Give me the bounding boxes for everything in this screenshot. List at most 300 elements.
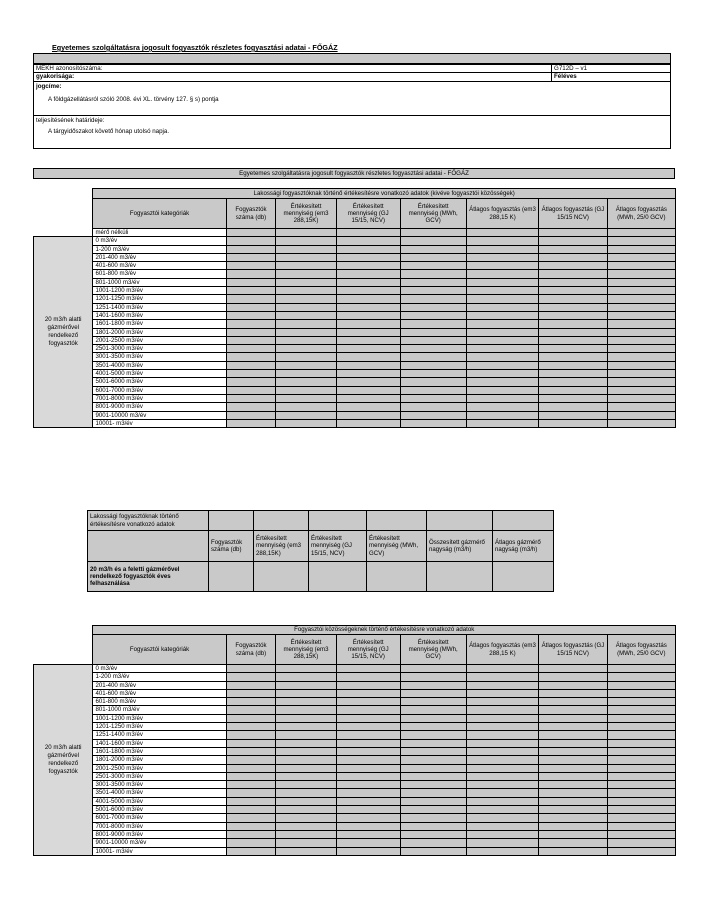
table-cell [607,237,675,245]
table-cell [276,706,337,714]
table-cell [400,311,466,319]
table-row [34,411,676,419]
info-line-2 [33,81,671,82]
table-cell [336,237,400,245]
table-cell [226,245,276,253]
table-cell [400,781,466,789]
table-cell [466,328,539,336]
row-category-label: 2501-3000 m3/év [93,345,226,353]
table-cell [226,328,276,336]
table-cell [309,562,367,592]
table2-header: Értékesített mennyiség (em3 288,15K) [254,531,309,562]
hatarido-value: A tárgyidőszakot követő hónap utolsó napja. [48,128,170,135]
table-row [34,295,676,303]
row-category-label: 8001-9000 m3/év [93,403,226,411]
table-cell [276,311,337,319]
table-cell [336,320,400,328]
table-cell [336,772,400,780]
table-cell [209,511,254,531]
table-cell [226,229,276,237]
table-cell [539,229,607,237]
table-cell [276,830,337,838]
table1-header: Értékesített mennyiség (em3 288,15K) [276,199,337,229]
row-category-label: 801-1000 m3/év [93,278,226,286]
table-cell [539,394,607,402]
table-cell [466,378,539,386]
table-cell [466,789,539,797]
table3-header: Értékesített mennyiség (GJ 15/15, NCV) [336,635,400,665]
info-top-bar [33,53,671,64]
row-category-label: 8001-9000 m3/év [93,830,226,838]
table-cell [607,386,675,394]
table-cell [400,361,466,369]
table-row [34,303,676,311]
table-row [34,839,676,847]
table-cell [539,419,607,427]
table-cell [226,814,276,822]
table-cell [226,698,276,706]
blank-corner [34,635,93,665]
table-cell [539,764,607,772]
table-cell [539,311,607,319]
row-category-label: 1401-1600 m3/év [93,311,226,319]
table-cell [276,345,337,353]
table-cell [539,378,607,386]
table-cell [276,336,337,344]
table-cell [539,370,607,378]
table-cell [400,839,466,847]
table-cell [336,806,400,814]
table-cell [276,764,337,772]
table-cell [336,345,400,353]
mekh-value: G712D – v1 [554,65,588,72]
table-cell [539,386,607,394]
row-category-label: 1601-1800 m3/év [93,747,226,755]
table-cell [276,747,337,755]
table-cell [607,714,675,722]
table-cell [607,336,675,344]
table-row [34,370,676,378]
table-cell [336,287,400,295]
table-cell [607,303,675,311]
row-category-label: 1-200 m3/év [93,673,226,681]
table-cell [466,665,539,673]
table-row [34,822,676,830]
table-cell [539,706,607,714]
table-row [34,336,676,344]
table-cell [607,370,675,378]
row-category-label: 0 m3/év [93,665,226,673]
table-cell [226,764,276,772]
table2-header: Értékesített mennyiség (MWh, GCV) [367,531,427,562]
table-cell [400,353,466,361]
table-cell [400,723,466,731]
row-category-label: 601-800 m3/év [93,698,226,706]
table-cell [226,303,276,311]
table-cell [539,689,607,697]
table2-header: Értékesített mennyiség (GJ 15/15, NCV) [309,531,367,562]
table-cell [276,237,337,245]
table-cell [466,353,539,361]
table-cell [466,303,539,311]
table-cell [226,822,276,830]
table-cell [466,673,539,681]
table-cell [276,295,337,303]
table-cell [226,370,276,378]
table-cell [400,345,466,353]
table-cell [466,839,539,847]
table-cell [539,336,607,344]
table-cell [466,386,539,394]
table-cell [336,681,400,689]
table-cell [607,253,675,261]
table-row [34,772,676,780]
table-cell [466,698,539,706]
table2-header: Összesített gázmérő nagyság (m3/h) [427,531,493,562]
table-cell [336,739,400,747]
table-cell [226,287,276,295]
table-cell [539,714,607,722]
table-cell [607,320,675,328]
table-cell [539,328,607,336]
table-cell [276,847,337,855]
table-cell [607,689,675,697]
table-cell [336,411,400,419]
table-cell [400,681,466,689]
table-cell [466,270,539,278]
row-category-label: 1251-1400 m3/év [93,303,226,311]
table-cell [336,789,400,797]
table-cell [276,781,337,789]
table-row [34,714,676,722]
table-cell [226,295,276,303]
table-cell [539,665,607,673]
table-cell [466,295,539,303]
table-cell [607,328,675,336]
row-category-label: 201-400 m3/év [93,253,226,261]
table-cell [336,797,400,805]
table-row [34,419,676,427]
table-cell [607,772,675,780]
table3-header: Átlagos fogyasztás (GJ 15/15 NCV) [539,635,607,665]
table-cell [367,511,427,531]
table-row [34,731,676,739]
table-cell [539,278,607,286]
row-category-label: 3501-4000 m3/év [93,789,226,797]
row-category-label: 2001-2500 m3/év [93,336,226,344]
table-cell [276,303,337,311]
table-cell [226,262,276,270]
table-cell [466,706,539,714]
table-cell [226,386,276,394]
table-cell [367,562,427,592]
category-side-label: 20 m3/h alatti gázmérővel rendelkező fogyasztók [34,237,93,428]
table-cell [539,262,607,270]
table-cell [276,394,337,402]
row-category-label: 1001-1200 m3/év [93,714,226,722]
table-cell [427,562,493,592]
blank-corner [34,199,93,229]
table3-header: Fogyasztói kategóriák [93,635,226,665]
table-cell [539,237,607,245]
table-cell [400,756,466,764]
table-cell [226,378,276,386]
table-cell [276,328,337,336]
table-cell [276,411,337,419]
table-cell [336,723,400,731]
table-row [34,781,676,789]
row-category-label: 401-600 m3/év [93,689,226,697]
table-cell [254,562,309,592]
table-row [34,681,676,689]
table-cell [226,723,276,731]
table-cell [226,830,276,838]
table-cell [400,403,466,411]
table-cell [336,370,400,378]
table-row [34,739,676,747]
table-cell [400,689,466,697]
table-row [34,287,676,295]
table-cell [400,797,466,805]
table3-header: Értékesített mennyiség (em3 288,15K) [276,635,337,665]
row-category-label: 6001-7000 m3/év [93,386,226,394]
row-category-label: 1201-1250 m3/év [93,295,226,303]
table-cell [400,411,466,419]
table-cell [539,411,607,419]
table-cell [466,403,539,411]
table-cell [466,411,539,419]
table-cell [607,706,675,714]
table-cell [88,531,209,562]
table1-no-meter-label: mérő nélküli [93,229,226,237]
table-row [34,353,676,361]
row-category-label: 601-800 m3/év [93,270,226,278]
table-cell [276,797,337,805]
table-cell [336,262,400,270]
table-cell [539,361,607,369]
table3-header: Értékesített mennyiség (MWh, GCV) [400,635,466,665]
table-cell [539,253,607,261]
table-cell [276,723,337,731]
table-cell [466,320,539,328]
row-category-label: 6001-7000 m3/év [93,814,226,822]
table2-row-label: 20 m3/h és a feletti gázmérővel rendelkező fogyasztók éves felhasználása [88,562,209,592]
table-cell [336,714,400,722]
table-cell [539,814,607,822]
table1-header: Értékesített mennyiség (MWh, GCV) [400,199,466,229]
table-cell [400,262,466,270]
table2-header: Fogyasztók száma (db) [209,531,254,562]
table-cell [466,797,539,805]
table-row [34,253,676,261]
table-cell [400,370,466,378]
table-cell [466,830,539,838]
table-cell [466,822,539,830]
table-row [34,328,676,336]
jogcim-label: jogcíme: [36,83,62,90]
table-cell [400,328,466,336]
table-row [34,706,676,714]
table-cell [607,756,675,764]
table-cell [466,361,539,369]
row-category-label: 10001- m3/év [93,847,226,855]
table-cell [539,345,607,353]
table-cell [607,353,675,361]
table-cell [607,681,675,689]
table-cell [607,797,675,805]
table-cell [607,839,675,847]
table-cell [276,378,337,386]
table-cell [276,419,337,427]
table-cell [226,403,276,411]
table-row [34,311,676,319]
table-cell [400,789,466,797]
table-cell [607,731,675,739]
table-cell [607,378,675,386]
table-cell [336,756,400,764]
table-cell [226,320,276,328]
table-cell [226,270,276,278]
table-cell [226,731,276,739]
table-cell [276,245,337,253]
document-title: Egyetemes szolgáltatásra jogosult fogyasztók részletes fogyasztási adatai - FŐGÁZ [52,43,338,52]
table-cell [276,270,337,278]
row-category-label: 10001- m3/év [93,419,226,427]
table-cell [466,245,539,253]
table-cell [226,673,276,681]
jogcim-value: A földgázellátásról szóló 2008. évi XL. törvény 127. § s) pontja [48,96,219,103]
table-cell [226,336,276,344]
blank-corner [34,229,93,237]
table-cell [466,847,539,855]
table-cell [607,822,675,830]
table-cell [336,839,400,847]
table-cell [400,830,466,838]
table-cell [336,386,400,394]
table-cell [400,747,466,755]
row-category-label: 4001-5000 m3/év [93,370,226,378]
table-cell [276,386,337,394]
table-cell [276,806,337,814]
row-category-label: 801-1000 m3/év [93,706,226,714]
table-cell [539,847,607,855]
gyakorisag-value: Féléves [554,73,577,80]
table-row [34,237,676,245]
table3-caption: Fogyasztói közösségeknek történő értékesítésre vonatkozó adatok [93,626,676,635]
table-cell [276,739,337,747]
table1-header: Átlagos fogyasztás (em3 288,15 K) [466,199,539,229]
info-line-3 [33,115,671,116]
row-category-label: 9001-10000 m3/év [93,411,226,419]
table-cell [276,839,337,847]
table-cell [539,287,607,295]
table-cell [226,772,276,780]
row-category-label: 1801-2000 m3/év [93,756,226,764]
table-cell [607,419,675,427]
table-cell [336,731,400,739]
table1-header: Átlagos fogyasztás (MWh, 25/0 GCV) [607,199,675,229]
table1-header: Fogyasztói kategóriák [93,199,226,229]
table-row [34,386,676,394]
table-cell [539,839,607,847]
table-cell [400,229,466,237]
table-cell [539,756,607,764]
table-row [34,345,676,353]
table-cell [336,253,400,261]
table1-header: Átlagos fogyasztás (GJ 15/15 NCV) [539,199,607,229]
row-category-label: 7001-8000 m3/év [93,822,226,830]
row-category-label: 3001-3500 m3/év [93,781,226,789]
table-cell [539,320,607,328]
table-cell [336,361,400,369]
table-cell [336,229,400,237]
table-cell [276,253,337,261]
table-cell [309,511,367,531]
table-cell [539,731,607,739]
table-cell [400,764,466,772]
table-cell [400,253,466,261]
table-cell [226,839,276,847]
table-cell [539,772,607,780]
table-cell [336,403,400,411]
table-cell [539,723,607,731]
table-cell [607,278,675,286]
table-cell [607,262,675,270]
table-cell [336,689,400,697]
table-row [34,797,676,805]
gyakorisag-label: gyakorisága: [36,73,75,80]
section-bar [33,168,675,179]
table-cell [607,361,675,369]
row-category-label: 1401-1600 m3/év [93,739,226,747]
table-cell [336,822,400,830]
table-cell [276,789,337,797]
table-cell [607,830,675,838]
table-cell [226,706,276,714]
table-cell [336,278,400,286]
table-cell [466,723,539,731]
table-row [34,723,676,731]
table-cell [276,665,337,673]
table-cell [466,394,539,402]
section-bar-text: Egyetemes szolgáltatásra jogosult fogyasztók részletes fogyasztási adatai - FŐGÁZ [239,170,469,177]
table-communities [33,625,676,856]
table-cell [209,562,254,592]
table-cell [466,345,539,353]
table-cell [466,419,539,427]
row-category-label: 1601-1800 m3/év [93,320,226,328]
table-row [34,747,676,755]
table-cell [466,689,539,697]
table-cell [400,237,466,245]
row-category-label: 201-400 m3/év [93,681,226,689]
table-cell [226,345,276,353]
table-cell [226,278,276,286]
table-cell [466,772,539,780]
row-category-label: 7001-8000 m3/év [93,394,226,402]
blank-corner [34,189,93,199]
table-cell [400,698,466,706]
table-row [34,245,676,253]
table-cell [607,229,675,237]
table-cell [539,830,607,838]
table-cell [336,303,400,311]
table-cell [539,353,607,361]
row-category-label: 5001-6000 m3/év [93,806,226,814]
category-side-label: 20 m3/h alatti gázmérővel rendelkező fogyasztók [34,665,93,856]
table-cell [466,237,539,245]
table-cell [276,370,337,378]
